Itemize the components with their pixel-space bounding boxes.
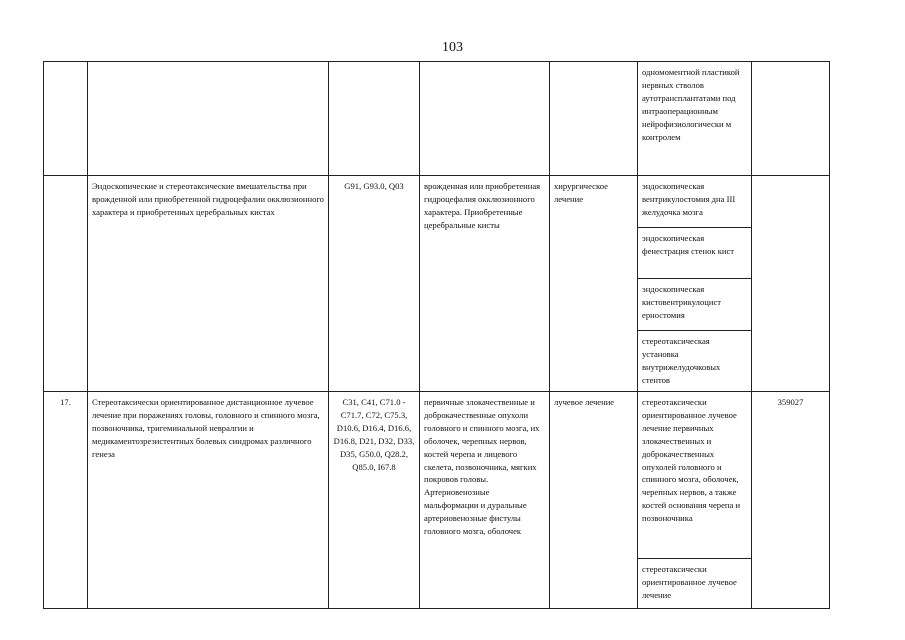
treatment-method-cell: одномоментной пластикой нервных стволов аутотрансплантатами под интраоперационным нейрофизиологически м контролем	[638, 62, 752, 176]
icd-codes-cell: G91, G93.0, Q03	[329, 176, 420, 392]
treatment-method-cell: стереотаксически ориентированное лучевое лечение первичных злокачественных и доброкачественных опухолей головного и спинного мозга, оболочек, черепных нервов, а также костей основания черепа и позвоночника	[638, 392, 752, 559]
treatment-kind-cell	[550, 62, 638, 176]
service-name-cell: Эндоскопические и стереотаксические вмешательства при врожденной или приобретенной гидроцефалии окклюзионного характера и приобретенных церебральных кистах	[88, 176, 329, 392]
row-number-cell	[44, 176, 88, 392]
treatment-method-cell: стереотаксически ориентированное лучевое лечение	[638, 559, 752, 609]
page-number: 103	[442, 40, 463, 55]
treatment-method-cell: стереотаксическая установка внутрижелудочковых стентов	[638, 331, 752, 392]
services-table	[43, 61, 830, 609]
icd-codes-cell: C31, C41, C71.0 - C71.7, C72, C75.3, D10.6, D16.4, D16.6, D16.8, D21, D32, D33, D35, G50.0, Q28.2, Q85.0, I67.8	[329, 392, 420, 609]
table-row	[44, 62, 830, 176]
table-row	[44, 392, 830, 559]
row-number-cell: 17.	[44, 392, 88, 609]
patient-model-cell	[420, 62, 550, 176]
treatment-method-cell: эндоскопическая кистовентрикулоцист ерностомия	[638, 279, 752, 331]
icd-codes-cell	[329, 62, 420, 176]
table-row	[44, 176, 830, 228]
service-name-cell	[88, 62, 329, 176]
treatment-kind-cell: лучевое лечение	[550, 392, 638, 609]
treatment-method-cell: эндоскопическая вентрикулостомия дна III желудочка мозга	[638, 176, 752, 228]
price-cell	[752, 62, 830, 176]
row-number-cell	[44, 62, 88, 176]
price-cell	[752, 176, 830, 392]
patient-model-cell: первичные злокачественные и доброкачественные опухоли головного и спинного мозга, их оболочек, черепных нервов, костей черепа и лицевого скелета, позвоночника, мягких покровов головы. Артериовенозные мальформации и дуральные артериовенозные фистулы головного мозга, оболочек	[420, 392, 550, 609]
treatment-kind-cell: хирургическое лечение	[550, 176, 638, 392]
price-cell: 359027	[752, 392, 830, 609]
service-name-cell: Стереотаксически ориентированное дистанционное лучевое лечение при поражениях головы, головного и спинного мозга, позвоночника, тригеминальной невралгии и медикаментозрезистентных болевых синдромах различного генеза	[88, 392, 329, 609]
patient-model-cell: врожденная или приобретенная гидроцефалия окклюзионного характера. Приобретенные церебральные кисты	[420, 176, 550, 392]
treatment-method-cell: эндоскопическая фенестрация стенок кист	[638, 228, 752, 279]
